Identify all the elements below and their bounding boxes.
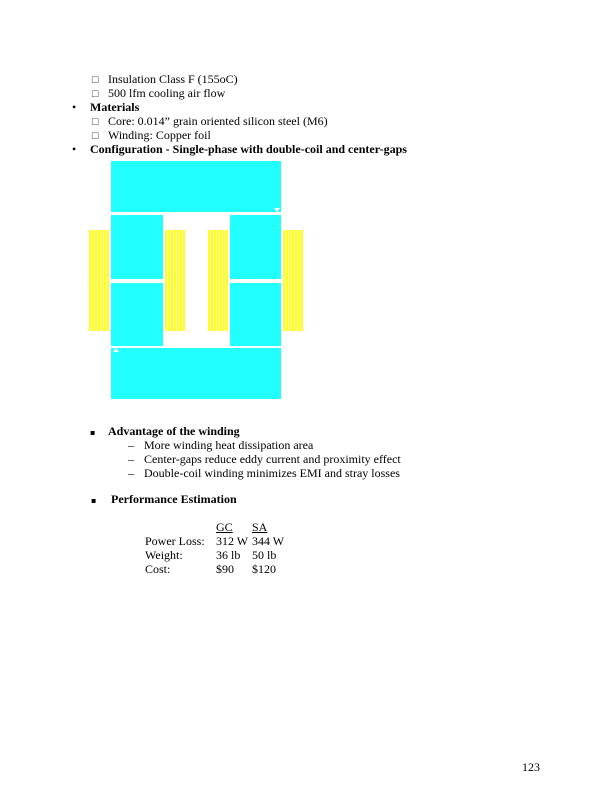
column-header-gc: GC [216,520,233,534]
row-label-cost: Cost: [145,562,171,576]
core-bottom-yoke [111,348,281,399]
row-label-power-loss: Power Loss: [145,534,205,548]
coil-left-outer [89,230,109,331]
coil-right-inner [208,230,228,331]
advantages-heading: Advantage of the winding [108,424,240,438]
material-item-winding: Winding: Copper foil [108,128,211,142]
core-top-yoke [111,161,281,212]
page-number: 123 [522,760,540,774]
cell-sa-power-loss: 344 W [252,534,285,548]
performance-heading: Performance Estimation [111,492,237,506]
core-right-leg-upper [230,215,281,279]
cell-gc-weight: 36 lb [216,548,241,562]
material-item-core: Core: 0.014” grain oriented silicon steel (M6) [108,114,328,128]
gap-marker-icon [274,208,280,212]
configuration-heading: Configuration - Single-phase with double-coil and center-gaps [90,142,407,156]
checkbox-icon: ☐ [91,76,100,86]
gap-marker-icon [113,348,119,352]
row-label-weight: Weight: [145,548,183,562]
column-header-sa: SA [252,520,268,534]
coil-left-inner [165,230,185,331]
cell-gc-cost: $90 [216,562,234,576]
core-right-leg-lower [230,283,281,346]
advantage-item: Double-coil winding minimizes EMI and stray losses [144,466,400,480]
cell-sa-cost: $120 [252,562,276,576]
bullet-icon: • [72,100,77,114]
checkbox-icon: ☐ [91,118,100,128]
square-bullet-icon: ▪ [91,496,97,505]
advantage-item: Center-gaps reduce eddy current and proximity effect [144,452,401,466]
spec-item-cooling: 500 lfm cooling air flow [108,86,226,100]
square-bullet-icon: ▪ [90,428,96,437]
checkbox-icon: ☐ [91,90,100,100]
dash-icon: – [128,438,134,452]
materials-heading: Materials [90,100,140,114]
coil-right-outer [283,230,303,331]
bullet-icon: • [72,142,77,156]
dash-icon: – [128,452,134,466]
dash-icon: – [128,466,134,480]
advantage-item: More winding heat dissipation area [144,438,314,452]
core-left-leg-upper [111,215,163,279]
core-left-leg-lower [111,283,163,346]
checkbox-icon: ☐ [91,132,100,142]
spec-item-insulation: Insulation Class F (155oC) [108,72,238,86]
cell-sa-weight: 50 lb [252,548,277,562]
cell-gc-power-loss: 312 W [216,534,249,548]
